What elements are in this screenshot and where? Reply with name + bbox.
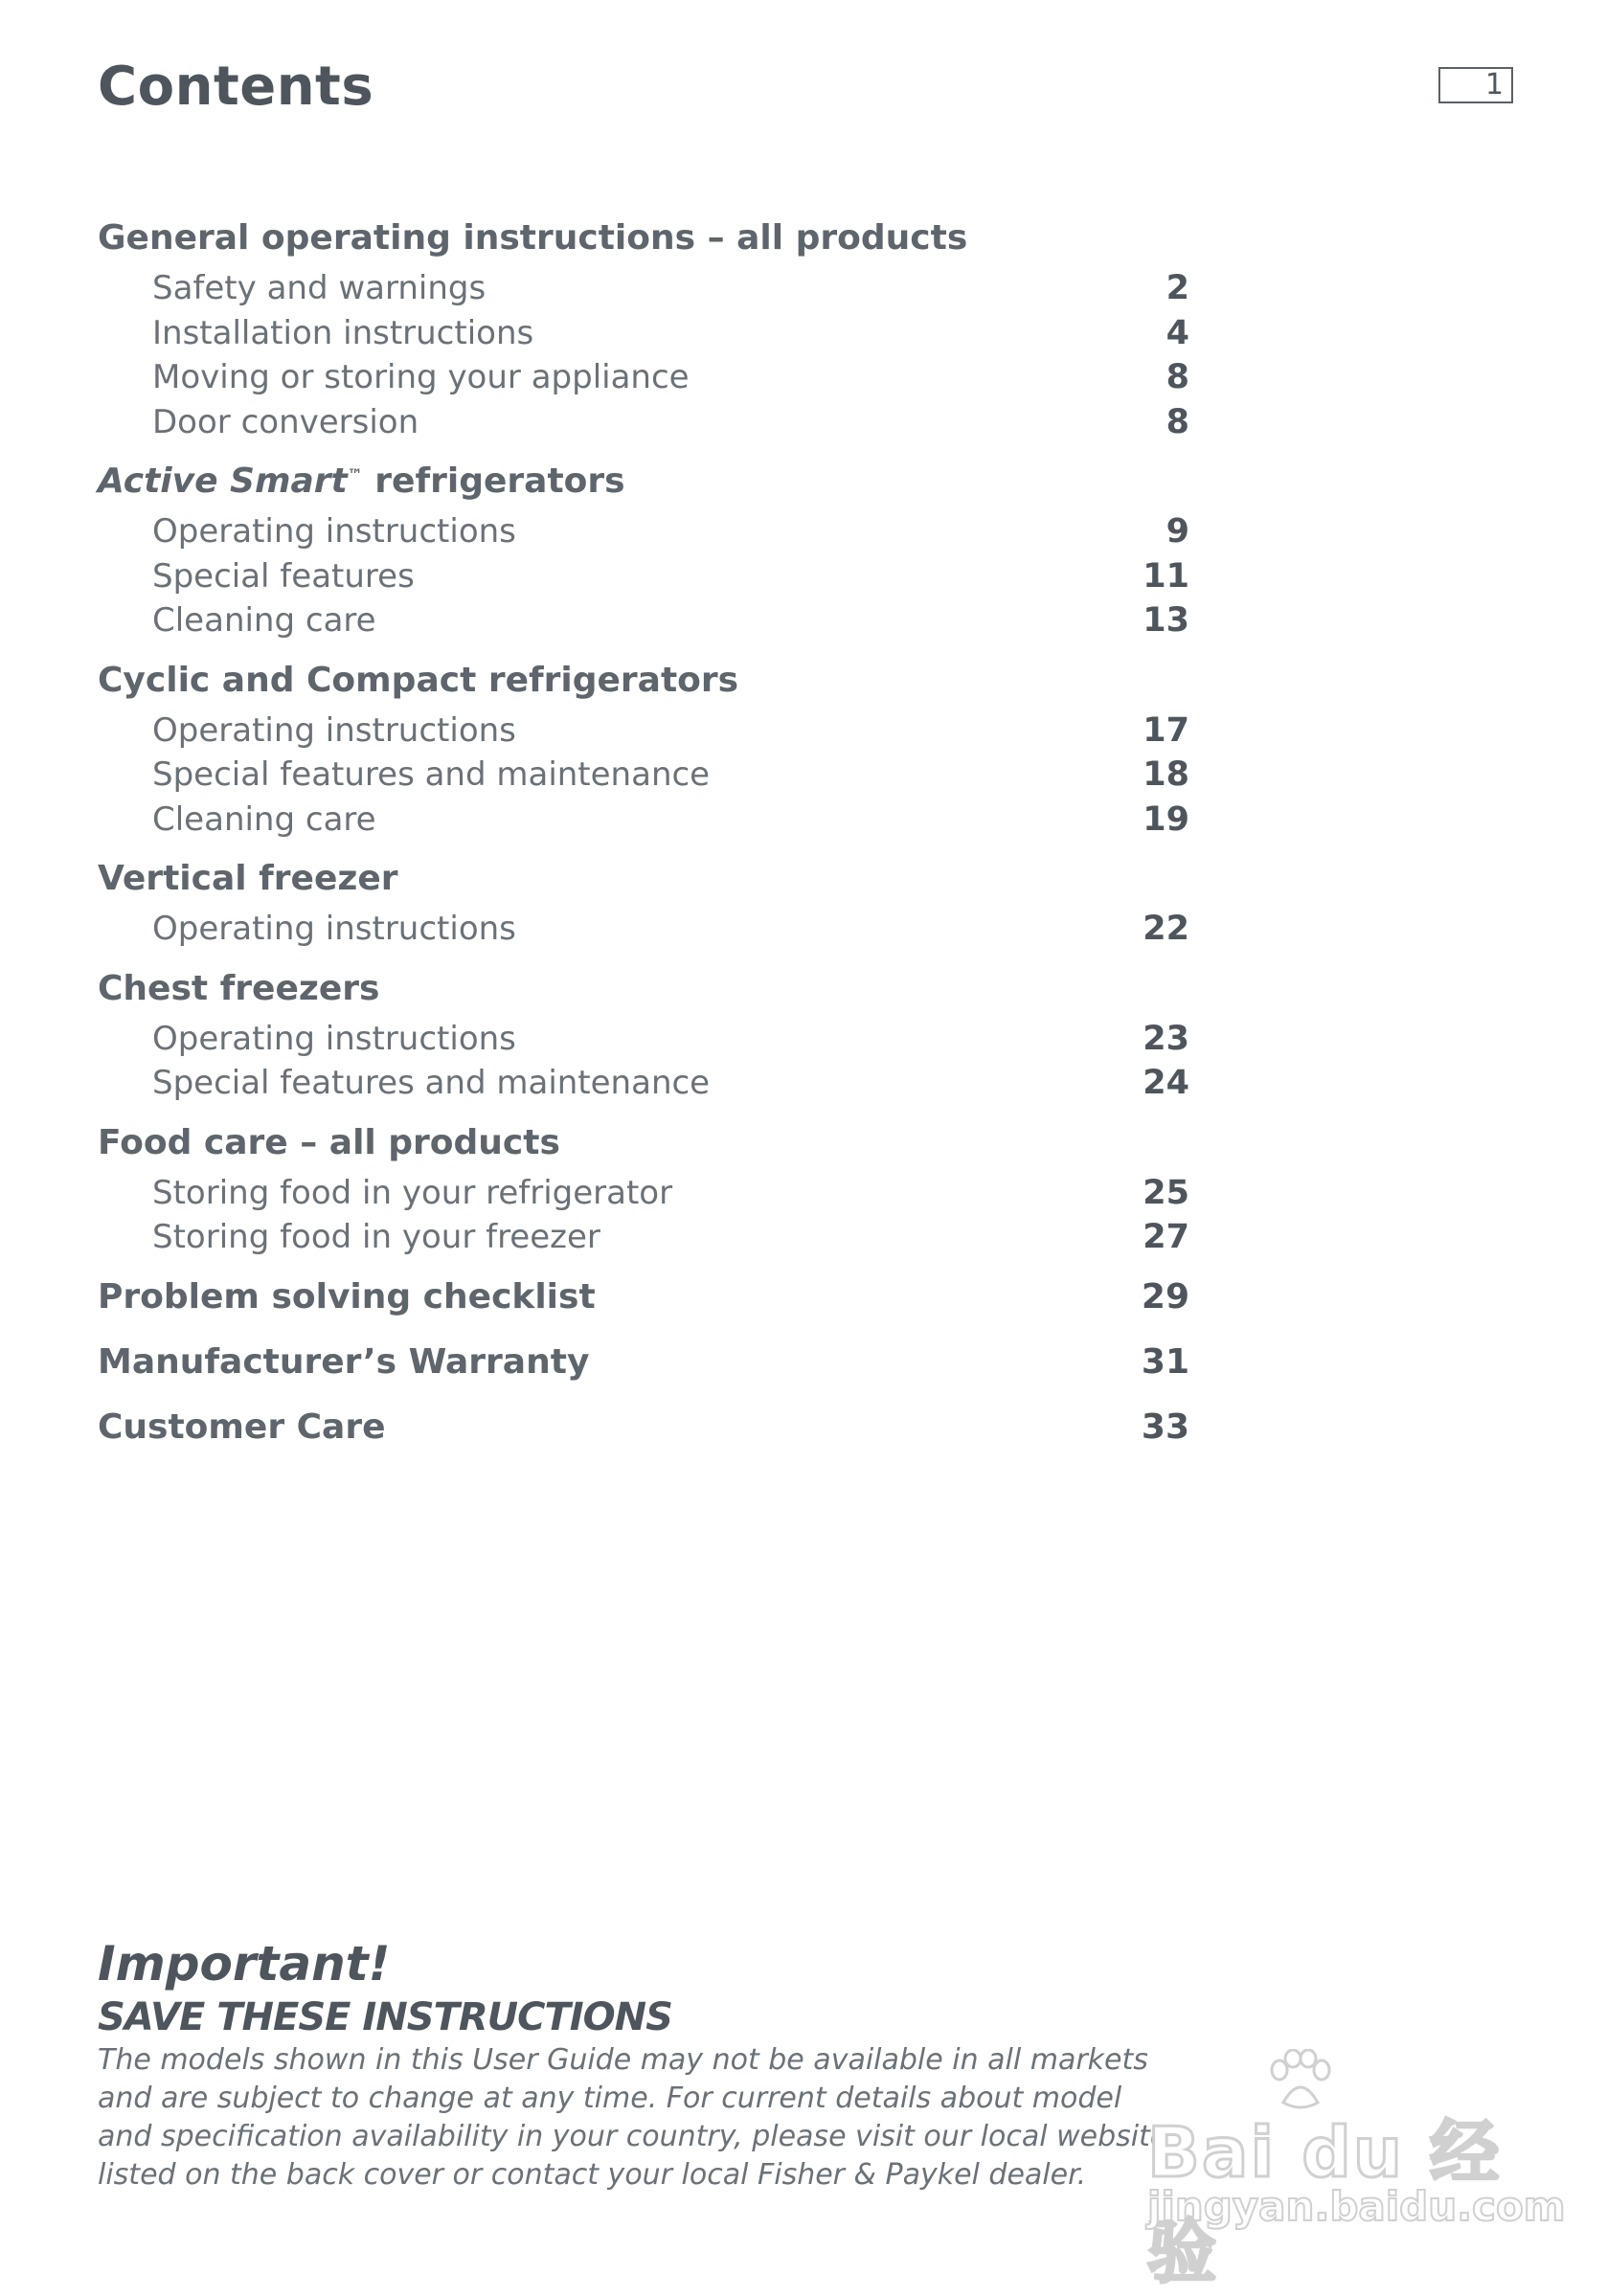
toc-section-title[interactable] [98,1335,1189,1390]
section-title-text: Problem solving checklist [98,1276,596,1317]
section-title-text: Customer Care [98,1407,386,1447]
entry-label: Storing food in your refrigerator [152,1173,673,1212]
entry-page: 2 [1166,269,1189,307]
toc-section-problem-solving [98,1270,1189,1325]
section-title-text [98,454,625,509]
section-page: 33 [1141,1407,1189,1447]
entry-label: Special features and maintenance [152,755,711,794]
section-title-italic: Active Smart [98,461,348,501]
section-page: 29 [1141,1276,1189,1317]
section-title-rest: refrigerators [362,461,625,501]
toc-entry[interactable] [98,355,1189,400]
table-of-contents [98,211,1189,1465]
section-title-text: Chest freezers [98,968,380,1008]
trademark-symbol: ™ [347,465,363,484]
toc-section-title[interactable] [98,1270,1189,1325]
toc-entry[interactable] [98,509,1189,554]
toc-entry[interactable] [98,400,1189,445]
entry-label: Special features and maintenance [152,1064,711,1102]
entry-page: 22 [1143,910,1189,948]
entry-page: 27 [1143,1218,1189,1256]
toc-entry[interactable] [98,709,1189,754]
page-title: Contents [98,56,374,118]
toc-section-title[interactable] [98,653,1189,709]
entry-page: 17 [1143,710,1189,750]
toc-section-active-smart [98,454,1189,643]
entry-label: Installation instructions [152,313,534,352]
toc-entry[interactable] [98,798,1189,843]
toc-entry[interactable] [98,1061,1189,1106]
entry-label: Operating instructions [152,1019,516,1058]
toc-entry[interactable] [98,266,1189,311]
entry-page: 4 [1166,313,1189,352]
important-title: Important! [98,1936,391,1992]
entry-label: Operating instructions [152,710,516,750]
entry-label: Operating instructions [152,910,516,948]
entry-page: 13 [1143,601,1189,640]
toc-entry[interactable] [98,554,1189,599]
toc-section-title[interactable] [98,1115,1189,1171]
toc-section-title[interactable] [98,851,1189,907]
section-title-text: Vertical freezer [98,859,398,898]
toc-entry[interactable] [98,907,1189,952]
baidu-watermark [1142,2039,1566,2292]
page-number: 1 [1438,67,1513,103]
toc-section-title[interactable] [98,1400,1189,1455]
toc-section-general [98,211,1189,444]
entry-label: Special features [152,556,415,596]
important-subtitle: SAVE THESE INSTRUCTIONS [98,1995,672,2039]
toc-section-title[interactable] [98,454,1189,509]
entry-label: Cleaning care [152,601,376,640]
entry-label: Door conversion [152,402,419,441]
section-title-text: Food care – all products [98,1122,560,1162]
toc-section-vertical-freezer [98,851,1189,952]
entry-label: Safety and warnings [152,269,487,307]
section-title-text: General operating instructions – all products [98,218,968,258]
important-notice [98,1934,1228,2195]
entry-page: 19 [1143,799,1189,839]
entry-page: 9 [1166,512,1189,551]
toc-section-title[interactable] [98,211,1189,266]
toc-entry[interactable] [98,1215,1189,1260]
entry-label: Moving or storing your appliance [152,358,690,396]
entry-page: 23 [1143,1019,1189,1058]
toc-section-customer-care [98,1400,1189,1455]
entry-page: 24 [1143,1064,1189,1102]
watermark-brand: Bai du 经验 [1147,2112,1502,2292]
toc-section-warranty [98,1335,1189,1390]
entry-page: 8 [1166,402,1189,441]
entry-label: Cleaning care [152,799,376,839]
toc-entry[interactable] [98,311,1189,356]
section-title-text: Manufacturer’s Warranty [98,1341,590,1382]
important-text: The models shown in this User Guide may not be available in all markets and are subject to change at any time. For current details about model and specification availability in your country, please visit our local website listed on the back cover or contact your local Fisher & Paykel dealer. [98,2043,1168,2192]
entry-label: Operating instructions [152,512,516,551]
toc-section-cyclic-compact [98,653,1189,843]
toc-section-chest-freezers [98,961,1189,1106]
entry-page: 25 [1143,1173,1189,1212]
section-page: 31 [1141,1341,1189,1382]
toc-entry[interactable] [98,753,1189,798]
entry-label: Storing food in your freezer [152,1218,600,1256]
entry-page: 18 [1143,755,1189,794]
entry-page: 11 [1143,556,1189,596]
toc-entry[interactable] [98,1017,1189,1062]
toc-section-food-care [98,1115,1189,1260]
toc-entry[interactable] [98,598,1189,643]
entry-page: 8 [1166,358,1189,396]
section-title-text: Cyclic and Compact refrigerators [98,660,739,700]
toc-entry[interactable] [98,1171,1189,1216]
watermark-url: jingyan.baidu.com [1147,2183,1566,2230]
toc-section-title[interactable] [98,961,1189,1017]
